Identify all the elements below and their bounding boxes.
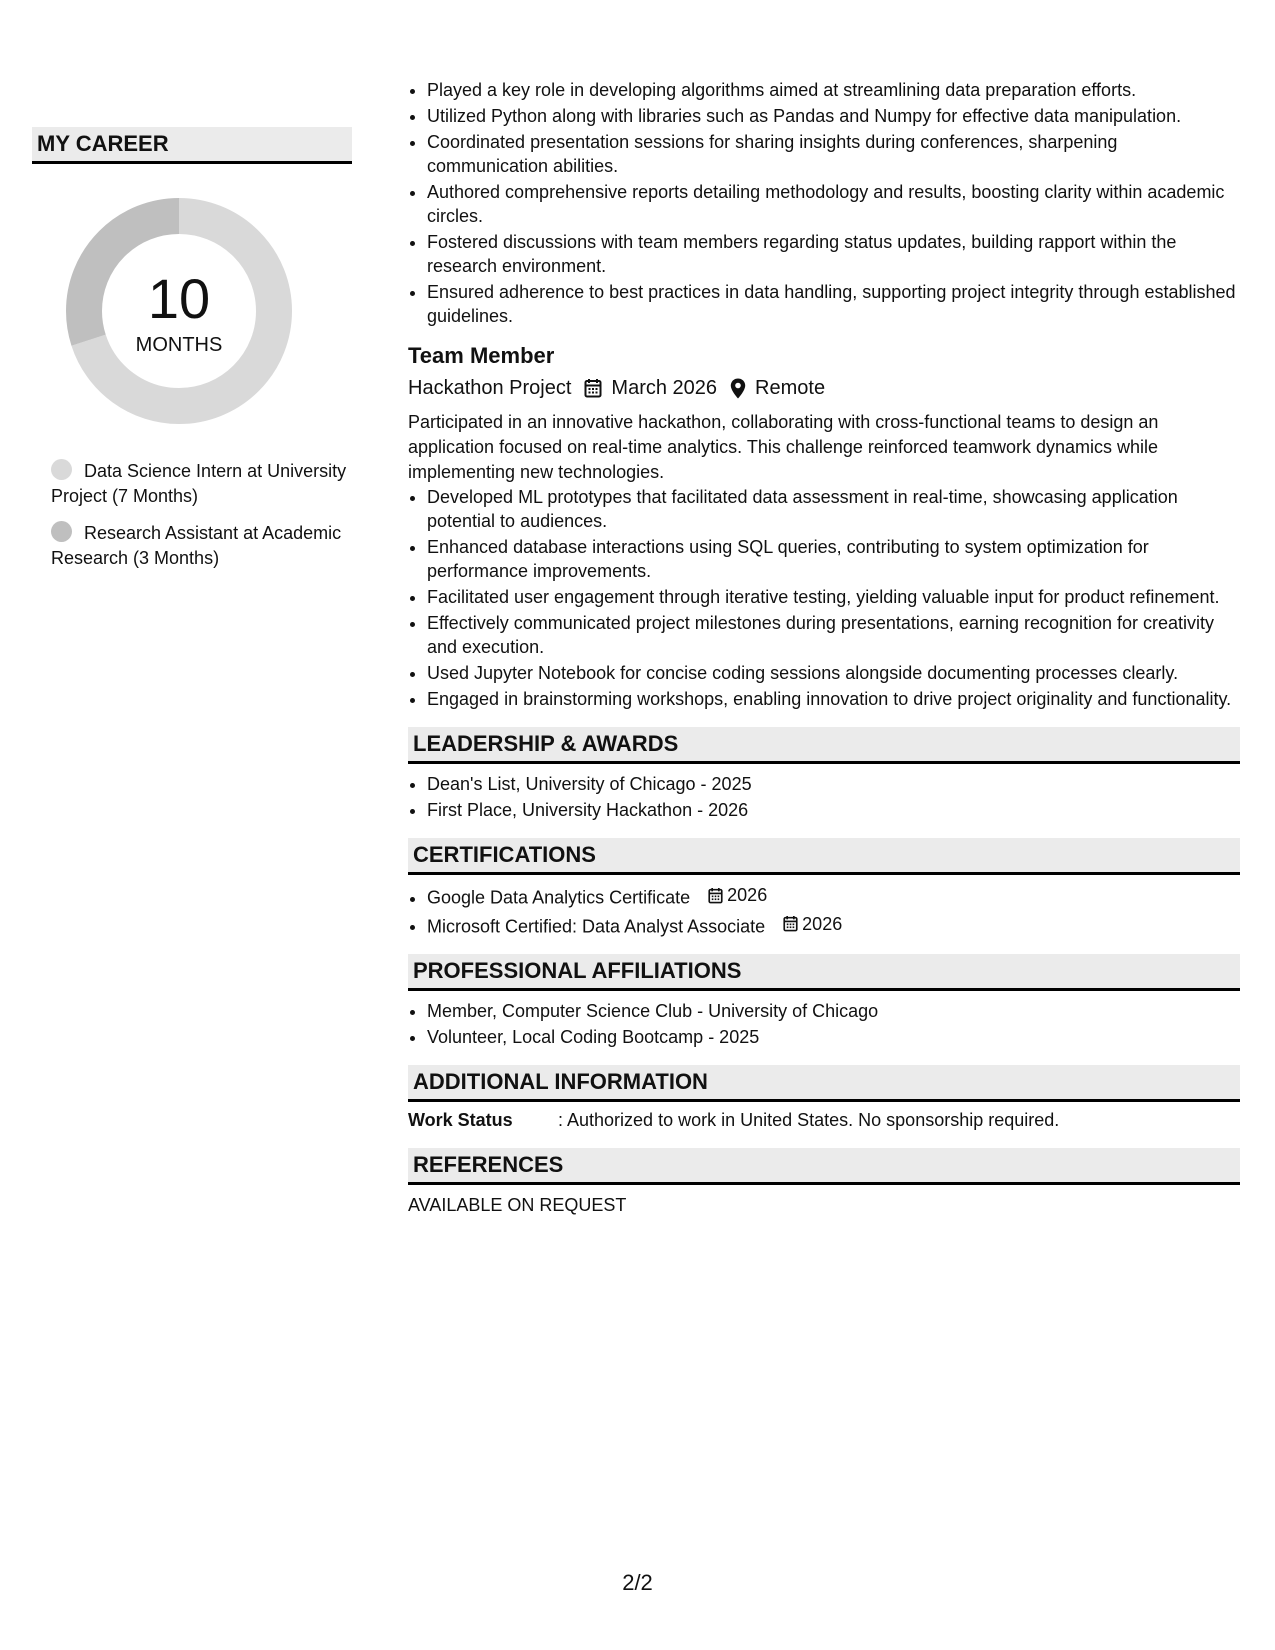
affiliations-heading: PROFESSIONAL AFFILIATIONS [408, 954, 1240, 991]
job-description: Participated in an innovative hackathon, collaborating with cross-functional teams to design an application focused on real-time analytics. This challenge reinforced teamwork dynamics while implementing new technologies. [408, 412, 1159, 482]
list-item: • Fostered discussions with team members regarding status updates, building rapport within the research environment. [427, 230, 1240, 278]
list-item: • Developed ML prototypes that facilitated data assessment in real-time, showcasing application potential to audiences. [427, 485, 1240, 533]
legend-label: Data Science Intern at University Project (7 Months) [51, 461, 347, 506]
calendar-icon [783, 915, 798, 932]
certification-name: Google Data Analytics Certificate [427, 887, 691, 908]
references-heading: REFERENCES [408, 1148, 1240, 1185]
leadership-list [408, 772, 1240, 822]
list-item: • Effectively communicated project milestones during presentations, earning recognition for creativity and execution. [427, 611, 1240, 659]
list-item: • Played a key role in developing algorithms aimed at streamlining data preparation efforts. [427, 78, 1240, 102]
donut-total-unit: MONTHS [135, 334, 223, 356]
career-donut-chart [65, 197, 293, 425]
list-item: • Dean's List, University of Chicago - 2025 [427, 772, 1240, 796]
certification-date [783, 912, 842, 936]
list-item: • Coordinated presentation sessions for sharing insights during conferences, sharpening communication abilities. [427, 130, 1240, 178]
list-item [427, 912, 1240, 939]
job-location: Remote [755, 377, 826, 399]
list-item: • Authored comprehensive reports detailing methodology and results, boosting clarity within academic circles. [427, 180, 1240, 228]
job-company: Hackathon Project [408, 377, 572, 399]
affiliations-list [408, 999, 1240, 1049]
references-section [408, 1148, 1240, 1217]
list-item: • Utilized Python along with libraries such as Pandas and Numpy for effective data manipulation. [427, 104, 1240, 128]
legend-item [51, 521, 352, 571]
map-pin-icon [730, 378, 746, 399]
calendar-icon [584, 378, 602, 398]
certification-name: Microsoft Certified: Data Analyst Associate [427, 916, 766, 936]
calendar-icon [708, 887, 723, 904]
work-status-row [408, 1108, 1240, 1132]
list-item: • Facilitated user engagement through iterative testing, yielding valuable input for product refinement. [427, 585, 1240, 609]
leadership-section [408, 727, 1240, 822]
page-number: 2/2 [622, 1570, 653, 1595]
affiliations-section [408, 954, 1240, 1049]
sidebar [32, 127, 352, 583]
legend-dot [51, 521, 72, 542]
list-item: • Engaged in brainstorming workshops, enabling innovation to drive project originality and functionality. [427, 687, 1240, 711]
job-title: Team Member [408, 343, 555, 368]
career-heading: MY CAREER [32, 127, 352, 164]
main-column [408, 78, 1240, 1217]
previous-job-bullets [408, 78, 1240, 328]
certification-year: 2026 [727, 885, 768, 905]
certifications-heading: CERTIFICATIONS [408, 838, 1240, 875]
job-meta [408, 374, 1240, 402]
legend-item [51, 459, 352, 509]
certification-date [708, 883, 767, 907]
list-item: • Ensured adherence to best practices in data handling, supporting project integrity through established guidelines. [427, 280, 1240, 328]
list-item: • Member, Computer Science Club - University of Chicago [427, 999, 1240, 1023]
certifications-list [408, 883, 1240, 938]
list-item: • Enhanced database interactions using SQL queries, contributing to system optimization for performance improvements. [427, 535, 1240, 583]
work-status-value: : Authorized to work in United States. No sponsorship required. [558, 1110, 1060, 1130]
additional-info-heading: ADDITIONAL INFORMATION [408, 1065, 1240, 1102]
job-date: March 2026 [611, 377, 718, 399]
certification-year: 2026 [802, 913, 843, 934]
legend-dot [51, 459, 72, 480]
list-item: • First Place, University Hackathon - 2026 [427, 798, 1240, 822]
leadership-heading: LEADERSHIP & AWARDS [408, 727, 1240, 764]
legend-label: Research Assistant at Academic Research (3 Months) [51, 523, 342, 568]
list-item: • Used Jupyter Notebook for concise coding sessions alongside documenting processes clearly. [427, 661, 1240, 685]
certifications-section [408, 838, 1240, 938]
references-text: AVAILABLE ON REQUEST [408, 1195, 627, 1215]
list-item: • Volunteer, Local Coding Bootcamp - 2025 [427, 1025, 1240, 1049]
work-status-label: Work Status [408, 1110, 513, 1130]
career-legend [51, 459, 352, 571]
job-bullets [408, 485, 1240, 711]
additional-info-section [408, 1065, 1240, 1132]
donut-total-value: 10 [147, 267, 211, 330]
list-item [427, 883, 1240, 910]
